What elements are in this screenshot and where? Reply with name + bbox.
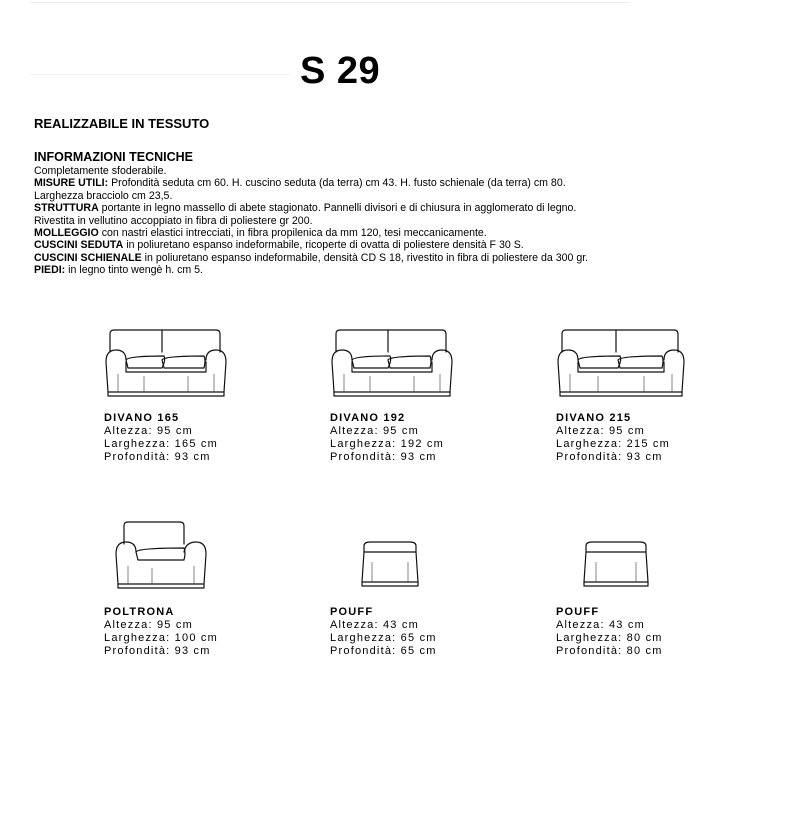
product-height: Altezza: 95 cm bbox=[104, 619, 193, 631]
armchair-icon bbox=[104, 518, 214, 606]
piedi-label: PIEDI: bbox=[34, 264, 66, 277]
product-width: Larghezza: 165 cm bbox=[104, 437, 218, 450]
product-width: Larghezza: 80 cm bbox=[556, 631, 663, 644]
product-name: POUFF bbox=[330, 606, 374, 618]
molleggio-label: MOLLEGGIO bbox=[34, 227, 99, 240]
pouf-icon bbox=[330, 518, 440, 606]
product-name: POUFF bbox=[556, 606, 600, 618]
product-card-pouff-80 bbox=[556, 518, 746, 657]
product-name: DIVANO 215 bbox=[556, 412, 632, 424]
product-card-poltrona bbox=[104, 518, 294, 657]
struttura-text: portante in legno massello di abete stagionato. Pannelli divisori e di chiusura in agglomerato di legno. bbox=[98, 202, 577, 215]
product-height: Altezza: 43 cm bbox=[556, 619, 645, 631]
product-height: Altezza: 43 cm bbox=[330, 619, 419, 631]
specs-piedi bbox=[34, 264, 754, 276]
sofa-icon bbox=[104, 326, 228, 412]
specs-misure-2: Larghezza bracciolo cm 23,5. bbox=[34, 189, 173, 202]
sofa-icon bbox=[556, 326, 686, 412]
product-depth: Profondità: 93 cm bbox=[104, 644, 211, 657]
misure-text: Profondità seduta cm 60. H. cuscino seduta (da terra) cm 43. H. fusto schienale (da terra) cm 80. bbox=[108, 177, 566, 190]
misure-label: MISURE UTILI: bbox=[34, 177, 109, 190]
product-card-divano-215 bbox=[556, 326, 746, 463]
product-height: Altezza: 95 cm bbox=[330, 425, 419, 437]
product-width: Larghezza: 192 cm bbox=[330, 437, 444, 450]
product-card-pouff-65 bbox=[330, 518, 520, 657]
product-depth: Profondità: 93 cm bbox=[330, 450, 437, 463]
product-name: DIVANO 192 bbox=[330, 412, 406, 424]
page-title: S 29 bbox=[300, 50, 381, 92]
specs-struttura-2: Rivestita in vellutino accoppiato in fibra di poliestere gr 200. bbox=[34, 214, 313, 227]
technical-specs bbox=[34, 150, 754, 277]
specs-cuscini-schienale bbox=[34, 252, 754, 264]
specs-intro: Completamente sfoderabile. bbox=[34, 165, 167, 177]
product-name: DIVANO 165 bbox=[104, 412, 180, 424]
product-depth: Profondità: 80 cm bbox=[556, 644, 663, 657]
schienale-text: in poliuretano espanso indeformabile, densità CD S 18, rivestito in fibra di poliestere da 300 gr. bbox=[141, 251, 589, 264]
product-width: Larghezza: 215 cm bbox=[556, 437, 670, 450]
struttura-label: STRUTTURA bbox=[34, 202, 99, 215]
pouf-icon bbox=[556, 518, 666, 606]
product-width: Larghezza: 100 cm bbox=[104, 631, 218, 644]
product-width: Larghezza: 65 cm bbox=[330, 631, 437, 644]
fabric-availability: REALIZZABILE IN TESSUTO bbox=[34, 116, 210, 131]
piedi-text: in legno tinto wengè h. cm 5. bbox=[65, 264, 204, 277]
specs-heading: INFORMAZIONI TECNICHE bbox=[34, 150, 194, 164]
sofa-icon bbox=[330, 326, 454, 412]
product-card-divano-165 bbox=[104, 326, 294, 463]
product-depth: Profondità: 93 cm bbox=[104, 450, 211, 463]
top-divider bbox=[30, 2, 630, 3]
product-name: POLTRONA bbox=[104, 606, 175, 618]
seduta-label: CUSCINI SEDUTA bbox=[34, 239, 124, 252]
product-height: Altezza: 95 cm bbox=[556, 425, 645, 437]
specs-struttura bbox=[34, 202, 754, 214]
product-height: Altezza: 95 cm bbox=[104, 425, 193, 437]
product-card-divano-192 bbox=[330, 326, 520, 463]
product-depth: Profondità: 93 cm bbox=[556, 450, 663, 463]
molleggio-text: con nastri elastici intrecciati, in fibra propilenica da mm 120, tesi meccanicamente. bbox=[98, 227, 487, 240]
specs-misure bbox=[34, 177, 754, 189]
specs-molleggio bbox=[34, 227, 754, 239]
seduta-text: in poliuretano espanso indeformabile, ricoperte di ovatta di poliestere densità F 30 S. bbox=[123, 239, 524, 252]
title-divider bbox=[30, 74, 290, 75]
specs-cuscini-seduta bbox=[34, 239, 754, 251]
product-depth: Profondità: 65 cm bbox=[330, 644, 437, 657]
schienale-label: CUSCINI SCHIENALE bbox=[34, 251, 142, 264]
